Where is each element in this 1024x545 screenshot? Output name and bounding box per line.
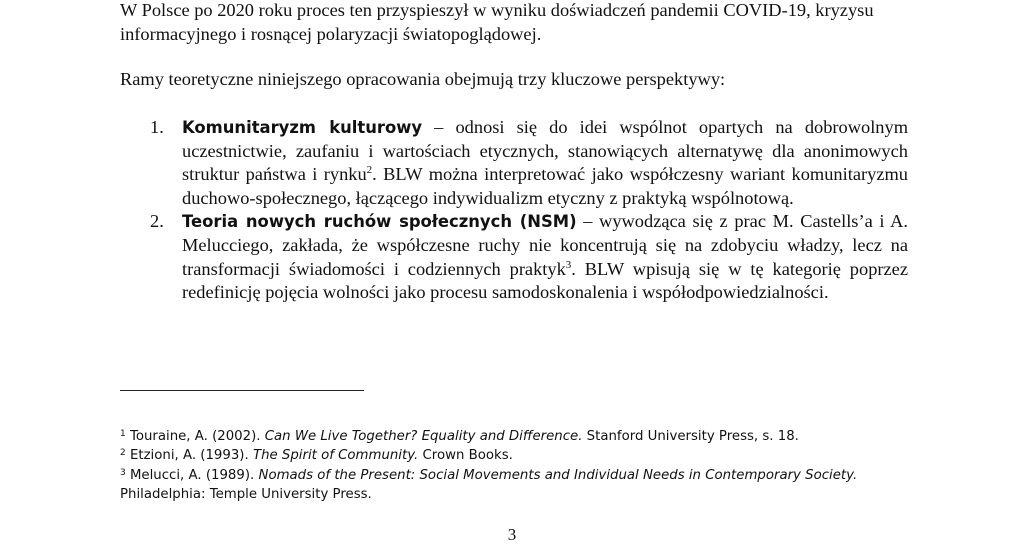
footnote-mark: 3 [120,467,126,478]
list-text: – odnosi się do idei wspólnot opartych na dobrowolnym uczestnictwie, zaufaniu i wartościach etycznych, stanowiących alternatywę dla anonimowych struktur państwa i rynku [182,117,909,185]
footnote-author: Melucci, A. (1989). [125,467,259,483]
footnotes [120,427,920,505]
paragraph-covid: W Polsce po 2020 roku proces ten przyspieszył w wyniku doświadczeń pandemii COVID-19, kryzysu informacyjnego i rosnącej polaryzacji światopoglądowej. [120,0,874,44]
page-number: 3 [507,525,517,544]
list-term: Teoria nowych ruchów społecznych (NSM) [182,212,577,232]
footnote-continuation: Philadelphia: Temple University Press. [120,487,372,503]
footnote-ref[interactable]: 3 [565,258,572,271]
perspectives-list [150,116,908,305]
list-text-continued: . BLW można interpretować jako współczesny wariant komunitaryzmu duchowo-społecznego, łączącego indywidualizm etyczny z praktyką wspólnotową. [182,164,908,208]
paragraph-framework-intro: Ramy teoretyczne niniejszego opracowania obejmują trzy kluczowe perspektywy: [120,69,726,89]
footnote-author: Etzioni, A. (1993). [125,448,253,464]
list-text-continued: . BLW wpisują się w tę kategorię poprzez redefinicję pojęcia wolności jako procesu samodoskonalenia i współodpowiedzialności. [182,258,908,303]
list-text: – wywodząca się z prac M. Castells’a i A. Melucciego, zakłada, że współczesne ruchy nie koncentrują się na zdobyciu władzy, lecz na transformacji świadomości i codziennych praktyk [182,211,908,279]
footnote-author: Touraine, A. (2002). [125,429,265,444]
footnote-publisher: Crown Books. [418,448,513,464]
footnote-publisher: Stanford University Press, s. 18. [582,429,799,444]
footnote-title: Can We Live Together? Equality and Difference. [264,429,583,444]
footnote-ref[interactable]: 2 [366,164,373,177]
footnote-separator [120,390,364,391]
footnote-item [120,466,920,485]
list-term: Komunitaryzm kulturowy [182,118,423,137]
list-item [150,116,908,210]
footnote-mark: 2 [120,448,126,459]
footnote-item [120,427,920,446]
footnote-title: Nomads of the Present: Social Movements and Individual Needs in Contemporary Society. [258,467,858,483]
footnote-mark: 1 [120,429,126,439]
list-item [150,210,908,304]
footnote-item [120,446,920,465]
list-number: 1. [150,117,164,137]
list-number: 2. [150,211,164,232]
footnote-title: The Spirit of Community. [252,448,419,464]
